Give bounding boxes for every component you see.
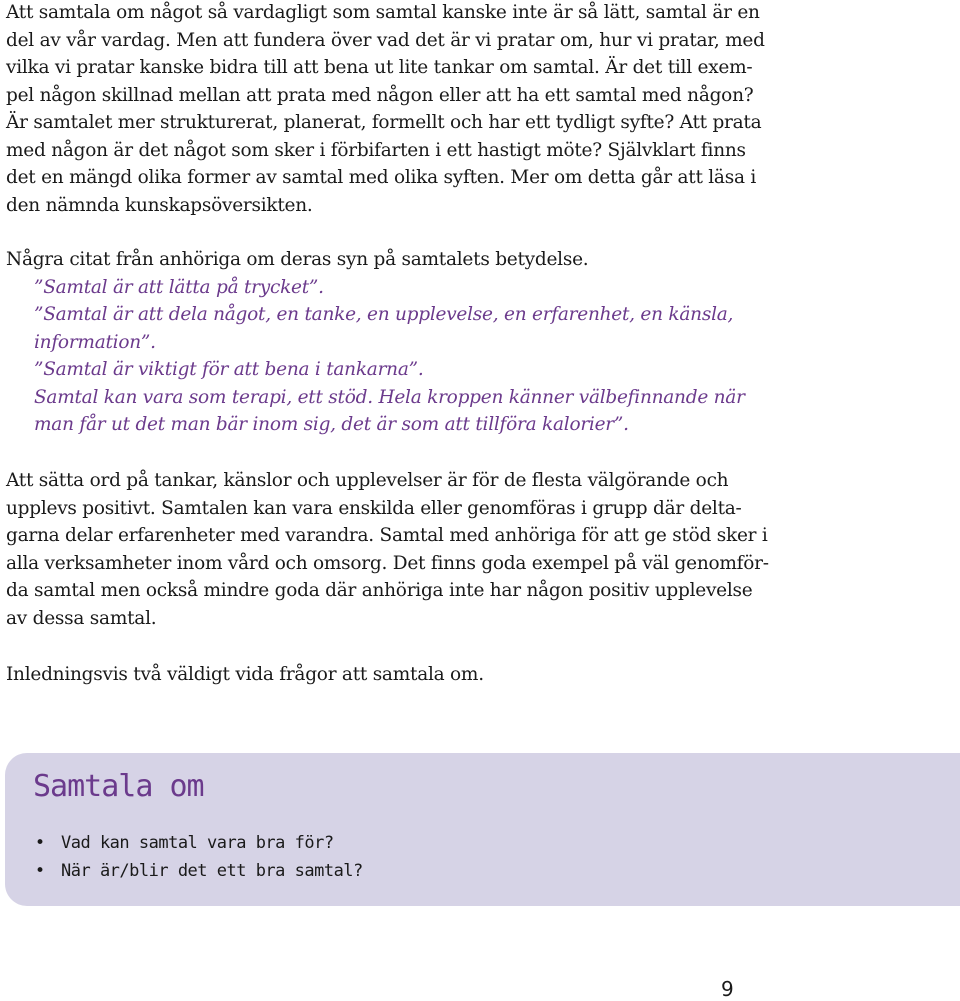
text-line: det en mängd olika former av samtal med olika syften. Mer om detta går att läsa i	[6, 167, 757, 188]
text-line: del av vår vardag. Men att fundera över vad det är vi pratar om, hur vi pratar, med	[6, 29, 765, 51]
quotes-intro: Några citat från anhöriga om deras syn på samtalets betydelse.	[6, 249, 589, 270]
quote-line: ”Samtal är viktigt för att bena i tankarna”.	[34, 359, 424, 380]
text-line: Att samtala om något så vardagligt som samtal kanske inte är så lätt, samtal är en	[6, 2, 760, 23]
quote-line: man får ut det man bär inom sig, det är som att tillföra kalorier”.	[34, 414, 629, 435]
text-line: Att sätta ord på tankar, känslor och upplevelser är för de flesta välgörande och	[6, 470, 729, 491]
question-list	[33, 829, 363, 885]
question-text: Vad kan samtal vara bra för?	[61, 833, 334, 853]
text-line: da samtal men också mindre goda där anhöriga inte har någon positiv upplevelse	[6, 580, 753, 601]
text-line: med någon är det något som sker i förbifarten i ett hastigt möte? Självklart finns	[6, 139, 746, 161]
list-item	[33, 829, 363, 857]
text-line: upplevs positivt. Samtalen kan vara enskilda eller genomföras i grupp där delta-	[6, 497, 742, 519]
quotes-section	[6, 246, 941, 439]
page-number: 9	[721, 977, 734, 1001]
text-line: den nämnda kunskapsöversikten.	[6, 194, 313, 216]
list-item	[33, 857, 363, 885]
intro-paragraph	[6, 0, 941, 219]
bullet-icon: •	[35, 861, 45, 881]
text-line: vilka vi pratar kanske bidra till att bena ut lite tankar om samtal. Är det till exem-	[6, 57, 753, 78]
text-line: garna delar erfarenheter med varandra. Samtal med anhöriga för att ge stöd sker i	[6, 525, 768, 546]
text-line: pel någon skillnad mellan att prata med någon eller att ha ett samtal med någon?	[6, 84, 754, 106]
bullet-icon: •	[35, 833, 45, 853]
question-text: När är/blir det ett bra samtal?	[61, 861, 363, 881]
closing-paragraph	[6, 661, 941, 689]
quote-line: information”.	[34, 331, 156, 353]
text-line: Är samtalet mer strukturerat, planerat, formellt och har ett tydligt syfte? Att prata	[6, 112, 762, 133]
discussion-box	[5, 753, 960, 906]
quote-line: ”Samtal är att dela något, en tanke, en upplevelse, en erfarenhet, en känsla,	[34, 304, 734, 325]
quote-line: ”Samtal är att lätta på trycket”.	[34, 276, 324, 298]
quote-line: Samtal kan vara som terapi, ett stöd. Hela kroppen känner välbefinnande när	[34, 386, 745, 408]
text-line: av dessa samtal.	[6, 607, 157, 629]
text-line: Inledningsvis två väldigt vida frågor att samtala om.	[6, 664, 484, 685]
body-paragraph	[6, 467, 941, 632]
box-title: Samtala om	[33, 769, 204, 804]
text-line: alla verksamheter inom vård och omsorg. Det finns goda exempel på väl genomför-	[6, 552, 769, 574]
